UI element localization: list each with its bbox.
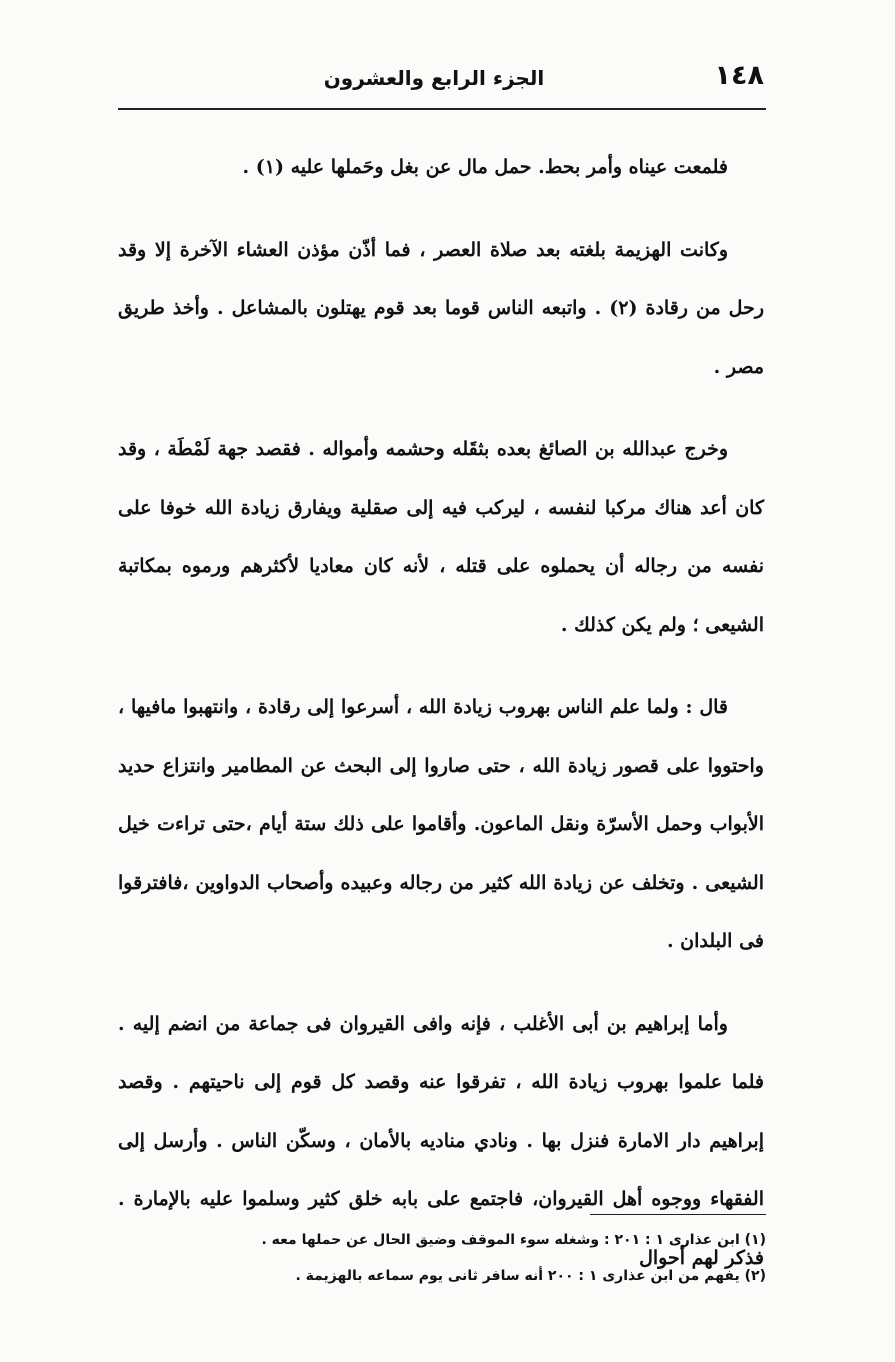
page-header [118,58,764,102]
header-rule [118,108,766,110]
body-text [118,138,764,1311]
footnotes [160,1222,766,1294]
footnote-rule [590,1214,766,1215]
paragraph: وكانت الهزيمة بلغته بعد صلاة العصر ، فما أذّن مؤذن العشاء الآخرة إلا وقد رحل من رقادة (٢) . واتبعه الناس قوما بعد قوم يهتلون بالمشاعل . وأخذ طريق مصر . [118,238,764,378]
running-title: الجزء الرابع والعشرون [323,66,545,90]
page-number: ١٤٨ [714,60,764,91]
paragraph: وأما إبراهيم بن أبى الأغلب ، فإنه وافى القيروان فى جماعة من انضم إليه . فلما علموا بهروب زيادة الله ، تفرقوا عنه وقصد كل قوم إلى ناحيتهم . وقصد إبراهيم دار الامارة فنزل بها . ونادي مناديه بالأمان ، وسكّن الناس . وأرسل إلى الفقهاء ووجوه أهل القيروان، فاجتمع على بابه خلق كثير وسلموا عليه بالإمارة . فذكر لهم أحوال [118,1012,764,1269]
footnote: (٢) يفهم من ابن عذارى ١ : ٢٠٠ أنه سافر ثانى يوم سماعه بالهزيمة . [295,1268,766,1284]
paragraph: وخرج عبدالله بن الصائغ بعده بثقَله وحشمه وأمواله . فقصد جهة لَمْطَة ، وقد كان أعد هناك مركبا لنفسه ، ليركب فيه إلى صقلية ويفارق زيادة الله خوفا على نفسه من رجاله أن يحملوه على قتله ، لأنه كان معاديا لأكثرهم ورموه بمكاتبة الشيعى ؛ ولم يكن كذلك . [118,438,764,636]
paragraph: فلمعت عيناه وأمر بحط. حمل مال عن بغل وحَملها عليه (١) . [242,156,728,178]
paragraph: قال : ولما علم الناس بهروب زيادة الله ، أسرعوا إلى رقادة ، وانتهبوا مافيها ، واحتووا على قصور زيادة الله ، حتى صاروا إلى البحث عن المطامير وانتزاع حديد الأبواب وحمل الأسرّة ونقل الماعون. وأقاموا على ذلك ستة أيام ،حتى تراءت خيل الشيعى . وتخلف عن زيادة الله كثير من رجاله وعبيده وأصحاب الدواوين ،فافترقوا فى البلدان . [118,696,764,952]
footnote: (١) ابن عذارى ١ : ٢٠١ : وشغله سوء الموقف وضيق الحال عن حملها معه . [261,1232,766,1248]
